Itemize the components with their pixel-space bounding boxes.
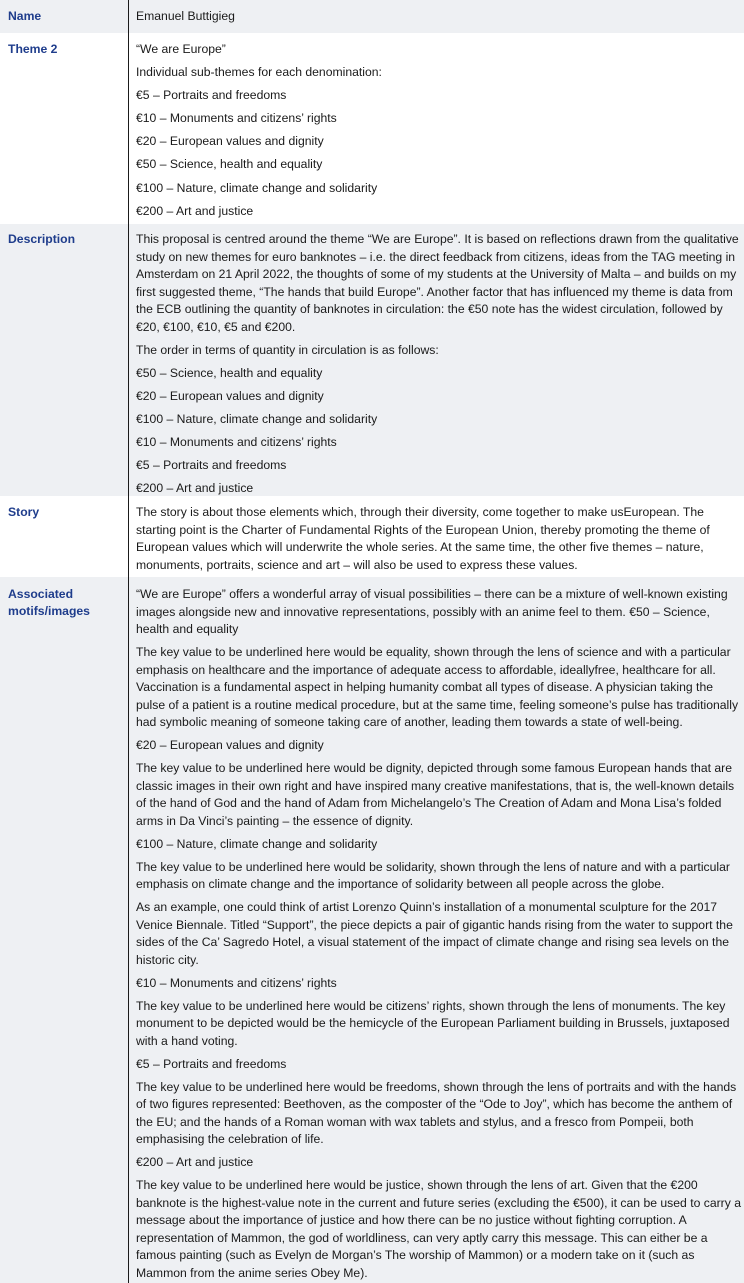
motifs-paragraph: The key value to be underlined here would be equality, shown through the lens of science and with a particular emphasis on healthcare and the importance of adequate access to affordable, ideallyfree, healthcare for all. Vaccination is a fundamental aspect in helping humanity combat all types of disease. A physician taking the pulse of a patient is a routine medical procedure, but at the same time, feeling someone’s pulse has traditionally had symbolic meaning of someone taking care of another, leading them towards a state of well-being. <box>136 645 739 729</box>
theme2-line: €10 – Monuments and citizens’ rights <box>136 111 337 126</box>
label-theme2: Theme 2 <box>8 42 58 56</box>
theme2-line: “We are Europe” <box>136 42 226 56</box>
motifs-paragraph: The key value to be underlined here would be dignity, depicted through some famous European hands that are classic images in their own right and have inspired many creative manifestations, that is, the well-known details of the hand of God and the hand of Adam from Michelangelo’s The Creation of Adam and Mona Lisa’s folded arms in Da Vinci’s painting – the essence of dignity. <box>136 761 735 828</box>
order-item: €200 – Art and justice <box>136 480 254 495</box>
motifs-paragraph: “We are Europe” offers a wonderful array of visual possibilities – there can be a mixture of well-known existing images alongside new and innovative representations, possibly with an anime feel to them. €50 – Science, health and equality <box>136 587 728 636</box>
label-description: Description <box>8 232 76 246</box>
motifs-heading: €20 – European values and dignity <box>136 738 324 752</box>
column-divider-top <box>128 0 129 1283</box>
row-story <box>0 496 744 577</box>
row-name <box>0 0 744 33</box>
motifs-paragraph: The key value to be underlined here would be justice, shown through the lens of art. Given that the €200 banknote is the highest-value note in the current and future series (excluding the €500), it can be used to carry a message about the importance of justice and how there can be no justice without fighting corruption. A representation of Mammon, the god of worldliness, can very aptly carry this message. This can either be a famous painting (such as Evelyn de Morgan’s The worship of Mammon) or a modern take on it (such as Mammon from the anime series Obey Me). <box>136 1178 742 1280</box>
theme2-line: €5 – Portraits and freedoms <box>136 88 287 103</box>
theme2-line: €50 – Science, health and equality <box>136 157 323 172</box>
row-description <box>0 224 744 496</box>
theme2-line: Individual sub-themes for each denomination: <box>136 65 382 80</box>
description-content <box>136 231 742 497</box>
row-motifs <box>0 577 744 1283</box>
order-item: €50 – Science, health and equality <box>136 365 323 380</box>
theme2-line: €200 – Art and justice <box>136 203 254 218</box>
value-name: Emanuel Buttigieg <box>136 9 235 23</box>
motifs-heading: €10 – Monuments and citizens’ rights <box>136 975 337 990</box>
order-item: €20 – European values and dignity <box>136 388 324 403</box>
motifs-heading: €100 – Nature, climate change and solidarity <box>136 836 378 851</box>
theme2-line: €100 – Nature, climate change and solidarity <box>136 180 378 195</box>
motifs-paragraph: The key value to be underlined here would be solidarity, shown through the lens of nature and with a particular emphasis on climate change and the importance of solidarity between all people across the globe. <box>136 859 730 891</box>
description-paragraph: This proposal is centred around the theme “We are Europe”. It is based on reflections drawn from the qualitative study on new themes for euro banknotes – i.e. the direct feedback from citizens, ideas from the TAG meeting in Amsterdam on 21 April 2022, the thoughts of some of my students at the University of Malta – and builds on my first suggested theme, “The hands that build Europe”. Another factor that has influenced my theme is data from the ECB outlining the quantity of banknotes in circulation: the €50 note has the widest circulation, followed by €20, €100, €10, €5 and €200. <box>136 232 739 334</box>
description-order-intro: The order in terms of quantity in circulation is as follows: <box>136 342 439 357</box>
label-name: Name <box>8 9 42 23</box>
motifs-content <box>136 586 742 1282</box>
motifs-paragraph: The key value to be underlined here would be freedoms, shown through the lens of portraits and with the hands of two figures represented: Beethoven, as the composter of the “Ode to Joy”, which has become the anthem of the EU; and the hands of a Roman woman with wax tablets and stylus, and a fresco from Pompeii, both emphasising the celebration of life. <box>136 1079 737 1146</box>
motifs-heading: €5 – Portraits and freedoms <box>136 1056 287 1071</box>
story-paragraph: The story is about those elements which, through their diversity, come together to make usEuropean. The starting point is the Charter of Fundamental Rights of the European Union, thereby promoting the theme of European values which will underwrite the whole series. At the same time, the other five themes – nature, monuments, portraits, science and art – will also be used to express these values. <box>136 505 710 572</box>
label-motifs: Associated motifs/images <box>8 587 90 618</box>
order-item: €100 – Nature, climate change and solidarity <box>136 411 378 426</box>
label-story: Story <box>8 505 40 519</box>
theme2-content <box>136 41 742 220</box>
order-item: €10 – Monuments and citizens’ rights <box>136 434 337 449</box>
row-theme2 <box>0 34 744 224</box>
motifs-paragraph: The key value to be underlined here would be citizens’ rights, shown through the lens of monuments. The key monument to be depicted would be the hemicycle of the European Parliament building in Brussels, juxtaposed with a hand voting. <box>136 998 730 1048</box>
theme2-line: €20 – European values and dignity <box>136 134 324 149</box>
motifs-heading: €200 – Art and justice <box>136 1155 254 1169</box>
order-item: €5 – Portraits and freedoms <box>136 457 287 472</box>
motifs-paragraph: As an example, one could think of artist Lorenzo Quinn’s installation of a monumental sculpture for the 2017 Venice Biennale. Titled “Support”, the piece depicts a pair of gigantic hands rising from the water to support the sides of the Ca’ Sagredo Hotel, a visual statement of the impact of climate change and rising sea levels on the historic city. <box>136 900 733 967</box>
